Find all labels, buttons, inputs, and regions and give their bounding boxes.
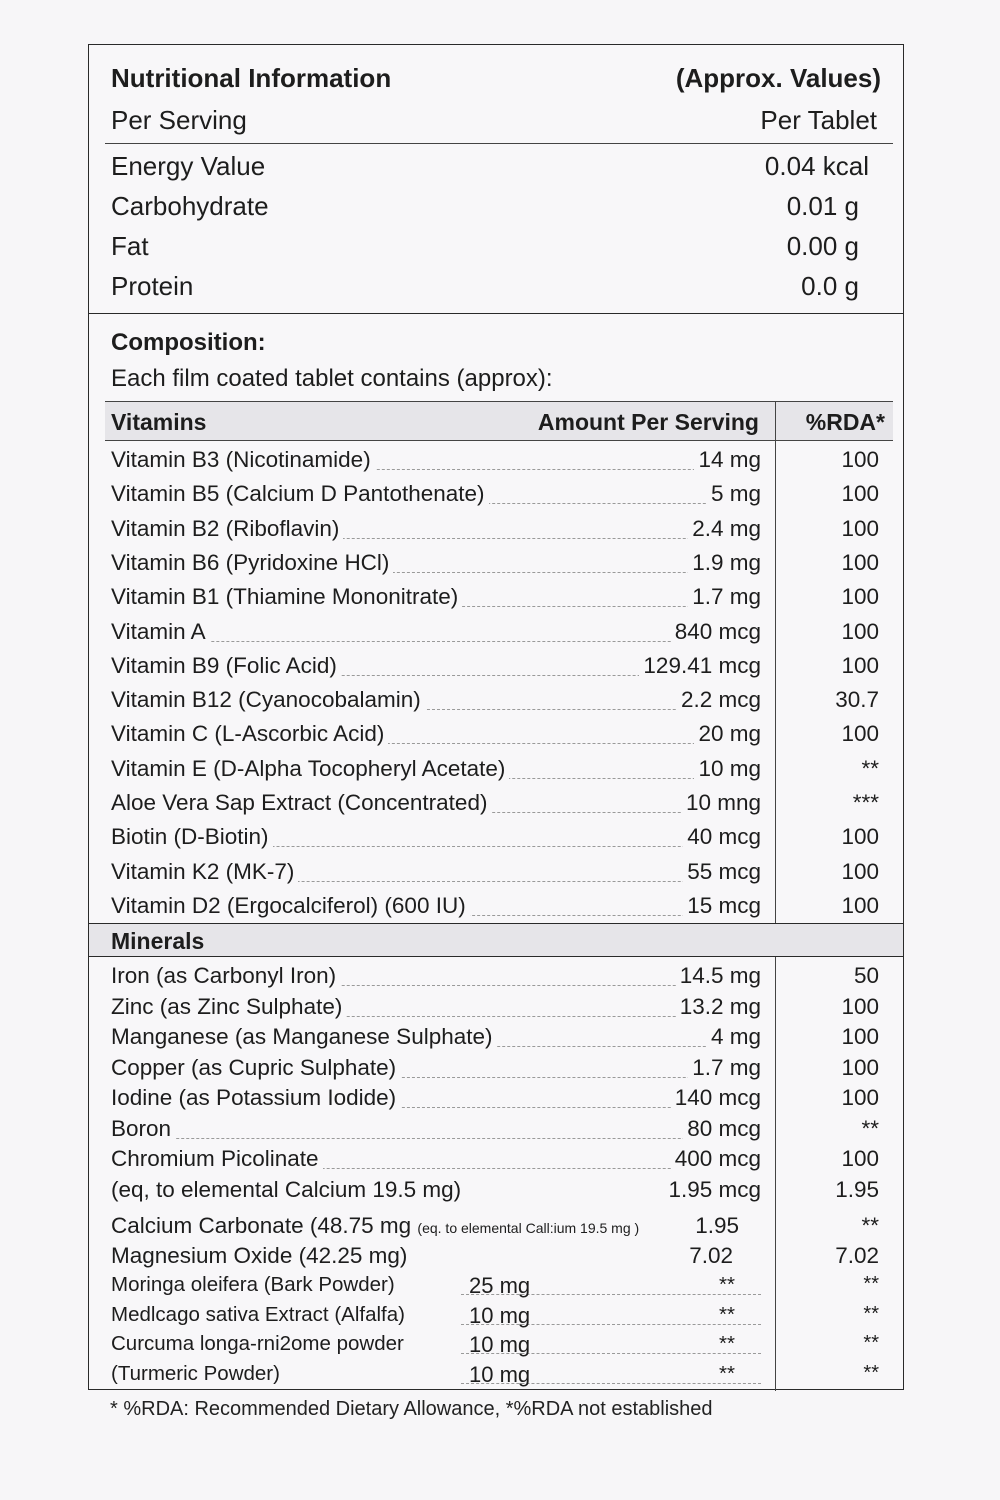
- table-row: [111, 994, 761, 1026]
- vitamin-name: Vitamin B12 (Cyanocobalamin): [111, 687, 425, 713]
- vitamin-amount: 129.41 mcg: [639, 653, 761, 679]
- table-row: [111, 1024, 761, 1056]
- mineral-rda: 100: [841, 1085, 879, 1110]
- nutrient-label: Protein: [111, 271, 194, 301]
- vitamin-name: Vitamin C (L-Ascorbic Acid): [111, 721, 388, 747]
- table-row: [111, 481, 761, 513]
- herb-amount: 10 mg: [469, 1361, 531, 1387]
- vitamin-amount: 14 mg: [694, 447, 761, 473]
- vitamin-name: Biotin (D-Biotin): [111, 824, 273, 850]
- herb-name: Medlcago sativa Extract (Alfalfa): [111, 1302, 405, 1326]
- mineral-rda: 100: [841, 1054, 879, 1080]
- calcium-note: (eq. to elemental Call:ium 19.5 mg ): [417, 1220, 640, 1236]
- vitamin-amount: 840 mcg: [671, 619, 761, 645]
- table-row: [111, 1362, 761, 1390]
- herb-pct: **: [719, 1361, 735, 1385]
- mineral-amount: 4 mg: [707, 1024, 761, 1050]
- footnote: * %RDA: Recommended Dietary Allowance, *%RDA not established: [110, 1398, 713, 1420]
- mineral-name: Iron (as Carbonyl Iron): [111, 963, 340, 989]
- nutrition-panel: [89, 45, 903, 314]
- vitamin-rda: 100: [841, 515, 879, 541]
- table-row: [111, 1303, 761, 1331]
- vitamin-name: Vitamin B2 (Riboflavin): [111, 516, 343, 542]
- serving-row: [111, 105, 881, 145]
- vitamin-name: Vitamin D2 (Ergocalciferol) (600 IU): [111, 893, 470, 919]
- composition-subtitle: Each film coated tablet contains (approx):: [111, 365, 553, 392]
- vitamins-col-rda: %RDA*: [805, 409, 885, 435]
- table-row: [111, 1273, 761, 1301]
- table-row: [111, 1116, 761, 1148]
- herb-pct: **: [719, 1302, 735, 1326]
- table-row: [111, 893, 761, 925]
- serving-value: Per Tablet: [760, 105, 877, 135]
- vitamin-name: Vitamin B3 (Nicotinamide): [111, 447, 375, 473]
- mineral-name: Zinc (as Zinc Sulphate): [111, 994, 346, 1020]
- nutrient-label: Energy Value: [111, 151, 266, 181]
- nutrient-label: Carbohydrate: [111, 191, 269, 221]
- magnesium-name: Magnesium Oxide (42.25 mg): [111, 1243, 411, 1269]
- mineral-amount: 140 mcg: [671, 1085, 761, 1111]
- list-item: [111, 1243, 761, 1275]
- vitamin-name: Vitamin E (D-Alpha Tocopheryl Acetate): [111, 756, 509, 782]
- calcium-amount: 1.95: [691, 1213, 739, 1239]
- vitamin-rda: 100: [841, 447, 879, 472]
- nutrition-row: [111, 231, 881, 271]
- vitamin-name: Vitamin K2 (MK-7): [111, 859, 298, 885]
- vitamin-amount: 1.9 mg: [688, 550, 761, 576]
- table-row: [111, 1085, 761, 1117]
- mineral-amount: 1.95 mcg: [664, 1177, 761, 1203]
- minerals-title: Minerals: [111, 928, 205, 954]
- vitamin-amount: 10 mg: [694, 756, 761, 782]
- nutrition-label: [88, 44, 904, 1390]
- vitamin-amount: 15 mcg: [683, 893, 761, 919]
- mineral-amount: 1.7 mg: [688, 1055, 761, 1081]
- nutrition-row: [111, 271, 881, 311]
- list-item: [111, 1213, 761, 1245]
- vitamin-rda: ***: [852, 790, 879, 815]
- herb-amount: 25 mg: [469, 1273, 531, 1298]
- table-row: [111, 824, 761, 856]
- herb-name: Moringa oleifera (Bark Powder): [111, 1273, 395, 1296]
- mineral-rda: 1.95: [835, 1176, 879, 1202]
- nutrient-value: 0.00 g: [786, 231, 859, 261]
- calcium-rda: **: [861, 1213, 879, 1238]
- vitamin-rda: 100: [841, 549, 879, 575]
- nutrient-value: 0.0 g: [801, 271, 859, 301]
- nutrition-row: [111, 191, 881, 231]
- nutrition-header: [111, 63, 881, 103]
- mineral-amount: 400 mcg: [671, 1146, 761, 1172]
- vitamin-amount: 40 mcg: [683, 824, 761, 850]
- table-row: [111, 790, 761, 822]
- vitamin-amount: 55 mcg: [683, 859, 761, 885]
- mineral-name: Copper (as Cupric Sulphate): [111, 1055, 400, 1081]
- herb-pct: **: [719, 1332, 735, 1355]
- herb-name: Curcuma longa-rni2ome powder: [111, 1332, 404, 1355]
- minerals-header: [89, 923, 903, 957]
- mineral-rda: 100: [841, 1146, 879, 1171]
- nutrition-title: Nutritional Information: [111, 63, 392, 93]
- table-row: [111, 516, 761, 548]
- vitamin-name: Vitamin B5 (Calcium D Pantothenate): [111, 481, 489, 507]
- herb-rda: **: [863, 1332, 879, 1354]
- vitamin-rda: 100: [841, 584, 879, 610]
- table-row: [111, 550, 761, 582]
- vitamin-amount: 10 mng: [682, 790, 761, 816]
- rda-column-divider: [775, 401, 776, 1391]
- table-row: [111, 756, 761, 788]
- table-row: [111, 447, 761, 479]
- mineral-name: Boron: [111, 1116, 175, 1142]
- vitamin-amount: 2.4 mg: [688, 516, 761, 542]
- mineral-name: Chromium Picolinate: [111, 1146, 323, 1172]
- table-row: [111, 859, 761, 891]
- table-row: [111, 1146, 761, 1178]
- mineral-name: Manganese (as Manganese Sulphate): [111, 1024, 497, 1050]
- vitamin-rda: 30.7: [835, 687, 879, 713]
- vitamin-name: Vitamin A: [111, 619, 210, 645]
- herb-pct: **: [719, 1273, 735, 1296]
- nutrition-row: [111, 151, 881, 191]
- table-row: [111, 584, 761, 616]
- mineral-rda: 100: [841, 993, 879, 1019]
- table-row: [111, 619, 761, 651]
- vitamin-amount: 5 mg: [707, 481, 761, 507]
- vitamin-name: Vitamin B6 (Pyridoxine HCl): [111, 550, 393, 576]
- serving-label: Per Serving: [111, 105, 247, 135]
- vitamin-rda: 100: [841, 481, 879, 507]
- table-row: [111, 1055, 761, 1087]
- vitamin-rda: 100: [841, 618, 879, 644]
- vitamin-amount: 1.7 mg: [688, 584, 761, 610]
- herb-rda: **: [863, 1361, 879, 1384]
- table-row: [111, 653, 761, 685]
- table-row: [111, 963, 761, 995]
- magnesium-amount: 7.02: [685, 1243, 733, 1269]
- vitamin-rda: 100: [841, 858, 879, 884]
- nutrient-value: 0.04 kcal: [764, 151, 869, 181]
- mineral-rda: 100: [841, 1024, 879, 1049]
- vitamin-name: Vitamin B9 (Folic Acid): [111, 653, 341, 679]
- mineral-name: Iodine (as Potassium Iodide): [111, 1085, 400, 1111]
- vitamin-name: Aloe Vera Sap Extract (Concentrated): [111, 790, 491, 816]
- nutrient-value: 0.01 g: [786, 191, 859, 221]
- mineral-name: (eq, to elemental Calcium 19.5 mg): [111, 1177, 465, 1203]
- table-row: [111, 687, 761, 719]
- vitamin-amount: 20 mg: [694, 721, 761, 747]
- approx-values: (Approx. Values): [675, 63, 881, 93]
- table-row: [111, 1332, 761, 1360]
- vitamin-rda: 100: [841, 892, 879, 918]
- magnesium-rda: 7.02: [835, 1243, 879, 1268]
- mineral-amount: 14.5 mg: [676, 963, 761, 989]
- herb-rda: **: [863, 1273, 879, 1295]
- vitamin-rda: 100: [841, 824, 879, 850]
- herb-rda: **: [863, 1302, 879, 1325]
- vitamin-rda: **: [861, 755, 879, 781]
- vitamin-name: Vitamin B1 (Thiamine Mononitrate): [111, 584, 462, 610]
- mineral-amount: 13.2 mg: [676, 994, 761, 1020]
- vitamin-rda: 100: [841, 721, 879, 747]
- herb-name: (Turmeric Powder): [111, 1361, 280, 1385]
- herb-amount: 10 mg: [469, 1302, 531, 1328]
- table-row: [111, 1177, 761, 1209]
- nutrition-divider: [105, 143, 893, 144]
- herb-amount: 10 mg: [469, 1332, 531, 1357]
- mineral-rda: **: [861, 1115, 879, 1141]
- nutrient-label: Fat: [111, 231, 149, 261]
- leader-dots: [111, 1138, 761, 1139]
- vitamins-col-name: Vitamins: [111, 409, 207, 435]
- mineral-rda: 50: [853, 963, 879, 988]
- composition-title: Composition:: [111, 329, 266, 356]
- vitamins-col-amount: Amount Per Serving: [537, 409, 759, 435]
- mineral-amount: 80 mcg: [683, 1116, 761, 1142]
- vitamin-rda: 100: [841, 652, 879, 678]
- table-row: [111, 721, 761, 753]
- vitamin-amount: 2.2 mcg: [677, 687, 761, 713]
- calcium-name: Calcium Carbonate (48.75 mg (eq. to elemental Call:ium 19.5 mg ): [111, 1213, 643, 1239]
